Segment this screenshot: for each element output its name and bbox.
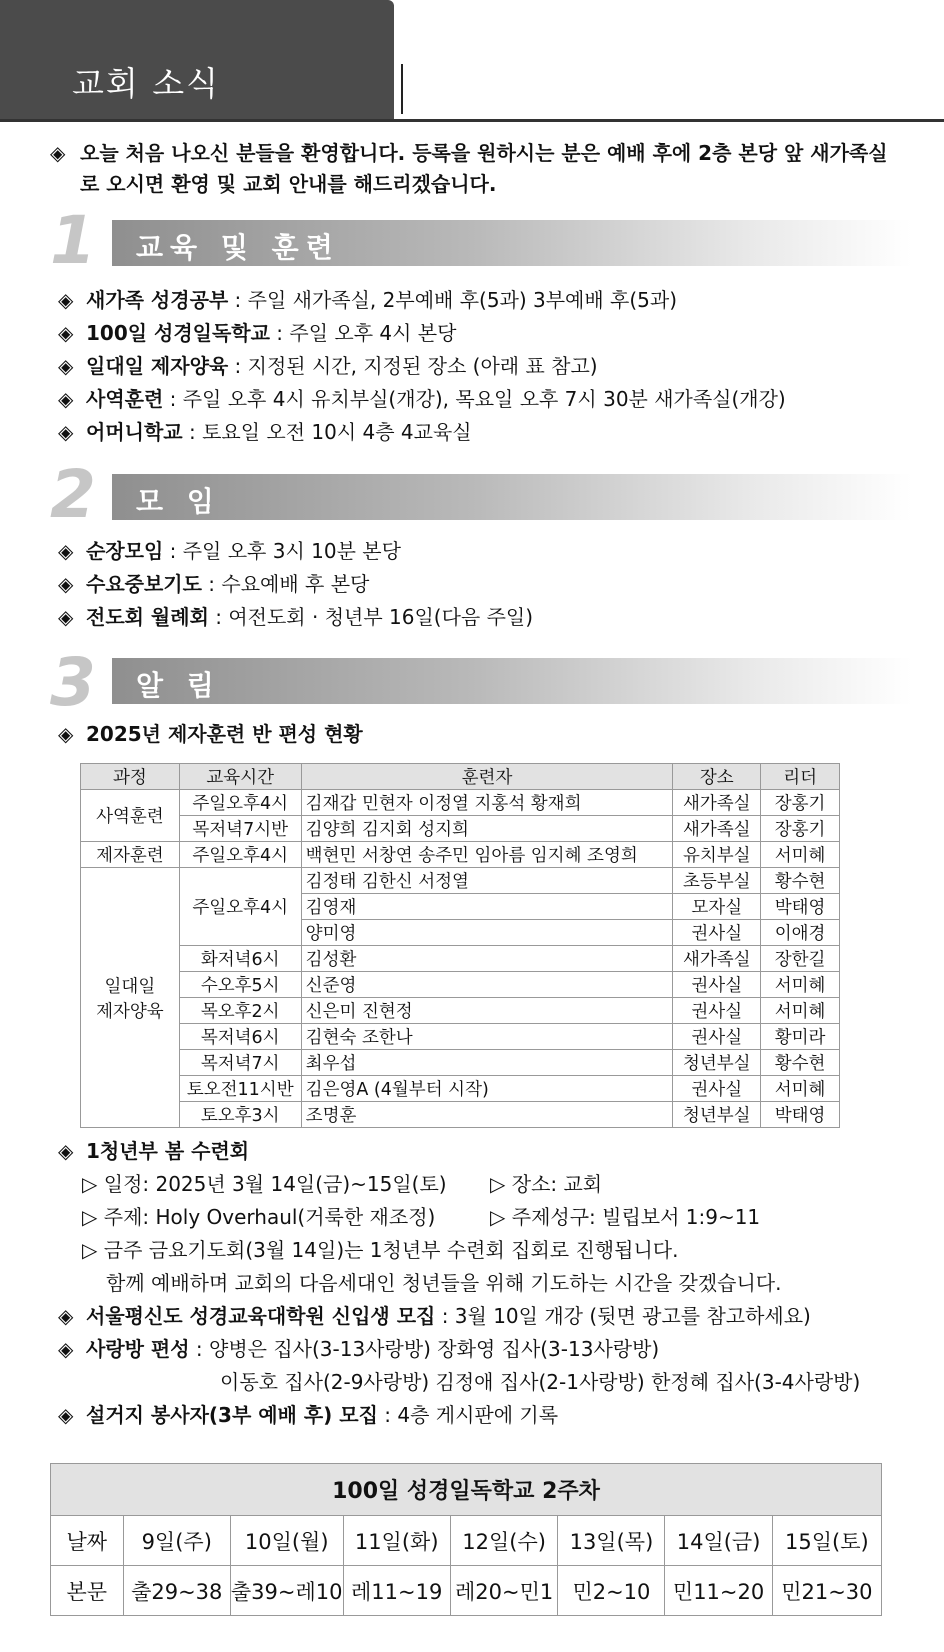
table-row — [81, 842, 840, 868]
trainees-cell: 최우섭 — [301, 1050, 673, 1076]
passage-cell: 민2~10 — [558, 1566, 665, 1616]
retreat-verse — [490, 1203, 760, 1231]
item-text: : 주일 오후 4시 본당 — [269, 321, 457, 345]
retreat-prayer: 함께 예배하며 교회의 다음세대인 청년들을 위해 기도하는 시간을 갖겠습니다. — [106, 1271, 782, 1295]
leader-cell: 박태영 — [761, 1102, 840, 1128]
item-text: : 토요일 오전 10시 4층 4교육실 — [182, 420, 472, 444]
table-row — [81, 816, 840, 842]
place-cell: 청년부실 — [673, 1050, 761, 1076]
meeting-item-leaders — [58, 537, 401, 565]
header-rule — [0, 119, 944, 122]
item-text: : 여전도회 · 청년부 16일(다음 주일) — [208, 605, 534, 629]
course-cell — [81, 868, 180, 1128]
table-row — [81, 1102, 840, 1128]
bible-school-schedule — [50, 1463, 882, 1616]
leader-cell: 장한길 — [761, 946, 840, 972]
table-row — [81, 868, 840, 894]
place-cell: 권사실 — [673, 920, 761, 946]
retreat-verse-text: 주제성구: 빌립보서 1:9~11 — [511, 1205, 761, 1229]
item-text: : 주일 오후 4시 유치부실(개강), 목요일 오후 7시 30분 새가족실(개강) — [163, 387, 786, 411]
header-divider — [401, 64, 403, 114]
section-number-1: 1 — [50, 202, 96, 279]
time-cell: 토오전11시반 — [179, 1076, 301, 1102]
trainees-cell: 김양희 김지회 성지희 — [301, 816, 673, 842]
item-label: 수요중보기도 — [86, 572, 202, 596]
table-header-row — [81, 764, 840, 790]
item-text: : 주일 새가족실, 2부예배 후(5과) 3부예배 후(5과) — [228, 288, 678, 312]
section-number-3: 3 — [50, 644, 96, 721]
table-row — [81, 1050, 840, 1076]
section-header-meetings — [112, 474, 912, 520]
schedule-title-row — [51, 1464, 882, 1516]
table-row — [81, 998, 840, 1024]
column-header: 리더 — [761, 764, 840, 790]
trainees-cell: 양미영 — [301, 920, 673, 946]
trainees-cell: 백현민 서창연 송주민 임아름 임지혜 조영희 — [301, 842, 673, 868]
bullet-icon: ◈ — [58, 354, 74, 378]
bullet-icon: ◈ — [58, 605, 74, 629]
place-cell: 권사실 — [673, 1076, 761, 1102]
retreat-place — [490, 1170, 602, 1198]
schedule-date-row — [51, 1516, 882, 1566]
course-label: 일대일 — [104, 976, 156, 997]
schedule-passage-row — [51, 1566, 882, 1616]
date-cell: 11일(화) — [343, 1516, 450, 1566]
retreat-date-text: 일정: 2025년 3월 14일(금)~15일(토) — [103, 1172, 447, 1196]
bullet-icon: ◈ — [58, 387, 74, 411]
bullet-icon: ◈ — [58, 1403, 74, 1427]
bullet-icon: ◈ — [58, 420, 74, 444]
trainees-cell: 신준영 — [301, 972, 673, 998]
item-label: 사랑방 편성 — [86, 1337, 190, 1361]
education-item-newfamily — [58, 286, 677, 314]
retreat-theme — [82, 1203, 435, 1231]
passage-cell: 민11~20 — [665, 1566, 772, 1616]
time-cell: 화저녁6시 — [179, 946, 301, 972]
bullet-icon: ◈ — [58, 288, 74, 312]
place-cell: 권사실 — [673, 998, 761, 1024]
date-cell: 9일(주) — [123, 1516, 230, 1566]
welcome-line-2: 로 오시면 환영 및 교회 안내를 해드리겠습니다. — [80, 172, 497, 196]
time-cell: 목저녁7시 — [179, 1050, 301, 1076]
welcome-line-1: 오늘 처음 나오신 분들을 환영합니다. 등록을 원하시는 분은 예배 후에 2층 본당 앞 새가족실 — [80, 141, 888, 165]
section-header-notices — [112, 658, 912, 704]
page-title: 교회 소식 — [72, 64, 221, 103]
column-header: 교육시간 — [179, 764, 301, 790]
trainees-cell: 김성환 — [301, 946, 673, 972]
row-label: 날짜 — [51, 1516, 124, 1566]
retreat-date — [82, 1170, 447, 1198]
item-label: 100일 성경일독학교 — [86, 321, 270, 345]
bullet-icon: ◈ — [58, 722, 74, 746]
welcome-notice — [50, 138, 910, 200]
trainees-cell: 신은미 진현정 — [301, 998, 673, 1024]
time-cell: 주일오후4시 — [179, 868, 301, 946]
time-cell: 수오후5시 — [179, 972, 301, 998]
place-cell: 유치부실 — [673, 842, 761, 868]
trainees-cell: 김정태 김한신 서정열 — [301, 868, 673, 894]
table-row — [81, 946, 840, 972]
date-cell: 14일(금) — [665, 1516, 772, 1566]
item-label: 일대일 제자양육 — [86, 354, 229, 378]
table-row — [81, 790, 840, 816]
retreat-theme-text: 주제: Holy Overhaul(거룩한 재조정) — [103, 1205, 436, 1229]
section-title-education: 교육 및 훈련 — [136, 231, 340, 264]
leader-cell: 황수현 — [761, 1050, 840, 1076]
item-label: 전도회 월례회 — [86, 605, 209, 629]
leader-cell: 장홍기 — [761, 816, 840, 842]
leader-cell: 서미혜 — [761, 842, 840, 868]
section-number-2: 2 — [50, 456, 96, 533]
place-cell: 새가족실 — [673, 790, 761, 816]
meeting-item-intercession — [58, 570, 369, 598]
education-item-one-on-one — [58, 352, 598, 380]
place-cell: 새가족실 — [673, 946, 761, 972]
arrow-icon: ▷ — [82, 1172, 98, 1196]
place-cell: 모자실 — [673, 894, 761, 920]
course-label: 제자양육 — [96, 1001, 164, 1022]
passage-cell: 레11~19 — [343, 1566, 450, 1616]
leader-cell: 장홍기 — [761, 790, 840, 816]
time-cell: 목저녁7시반 — [179, 816, 301, 842]
arrow-icon: ▷ — [82, 1205, 98, 1229]
training-table — [80, 763, 840, 1128]
place-cell: 새가족실 — [673, 816, 761, 842]
education-item-ministry — [58, 385, 786, 413]
bullet-icon: ◈ — [50, 141, 66, 165]
time-cell: 주일오후4시 — [179, 790, 301, 816]
retreat-friday-text: 금주 금요기도회(3월 14일)는 1청년부 수련회 집회로 진행됩니다. — [103, 1238, 679, 1262]
leader-cell: 서미혜 — [761, 998, 840, 1024]
time-cell: 주일오후4시 — [179, 842, 301, 868]
trainees-cell: 김은영A (4월부터 시작) — [301, 1076, 673, 1102]
course-cell: 사역훈련 — [81, 790, 180, 842]
bullet-icon: ◈ — [58, 1337, 74, 1361]
trainees-cell: 김영재 — [301, 894, 673, 920]
item-label: 설거지 봉사자(3부 예배 후) 모집 — [86, 1403, 378, 1427]
leader-cell: 박태영 — [761, 894, 840, 920]
item-label: 새가족 성경공부 — [86, 288, 229, 312]
trainees-cell: 김재갑 민현자 이정열 지홍석 황재희 — [301, 790, 673, 816]
item-label: 1청년부 봄 수련회 — [86, 1139, 250, 1163]
section-title-meetings: 모 임 — [136, 485, 221, 518]
bullet-icon: ◈ — [58, 1304, 74, 1328]
arrow-icon: ▷ — [82, 1238, 98, 1262]
item-text: : 양병은 집사(3-13사랑방) 장화영 집사(3-13사랑방) — [189, 1337, 660, 1361]
item-text: : 주일 오후 3시 10분 본당 — [163, 539, 401, 563]
table-row — [81, 1076, 840, 1102]
item-text: : 수요예배 후 본당 — [201, 572, 370, 596]
table-row — [81, 972, 840, 998]
arrow-icon: ▷ — [490, 1172, 506, 1196]
time-cell: 목오후2시 — [179, 998, 301, 1024]
place-cell: 권사실 — [673, 1024, 761, 1050]
bullet-icon: ◈ — [58, 539, 74, 563]
arrow-icon: ▷ — [490, 1205, 506, 1229]
table-row — [81, 1024, 840, 1050]
item-label: 2025년 제자훈련 반 편성 현황 — [86, 722, 363, 746]
time-cell: 목저녁6시 — [179, 1024, 301, 1050]
trainees-cell: 조명훈 — [301, 1102, 673, 1128]
date-cell: 15일(토) — [772, 1516, 881, 1566]
item-label: 서울평신도 성경교육대학원 신입생 모집 — [86, 1304, 436, 1328]
place-cell: 청년부실 — [673, 1102, 761, 1128]
schedule-title: 100일 성경일독학교 2주차 — [51, 1464, 882, 1516]
date-cell: 10일(월) — [230, 1516, 343, 1566]
training-heading — [58, 720, 363, 748]
seminary-notice — [58, 1302, 811, 1330]
leader-cell: 황미라 — [761, 1024, 840, 1050]
section-header-education — [112, 220, 912, 266]
retreat-heading — [58, 1137, 249, 1165]
leader-cell: 서미혜 — [761, 972, 840, 998]
item-text: : 3월 10일 개강 (뒷면 광고를 참고하세요) — [435, 1304, 811, 1328]
retreat-place-text: 장소: 교회 — [511, 1172, 603, 1196]
date-cell: 13일(목) — [558, 1516, 665, 1566]
trainees-cell: 김현숙 조한나 — [301, 1024, 673, 1050]
passage-cell: 출39~레10 — [230, 1566, 343, 1616]
time-cell: 토오후3시 — [179, 1102, 301, 1128]
course-cell: 제자훈련 — [81, 842, 180, 868]
item-text: : 4층 게시판에 기록 — [377, 1403, 559, 1427]
item-label: 사역훈련 — [86, 387, 164, 411]
passage-cell: 출29~38 — [123, 1566, 230, 1616]
meeting-item-monthly — [58, 603, 533, 631]
education-item-mothers-school — [58, 418, 472, 446]
column-header: 장소 — [673, 764, 761, 790]
leader-cell: 서미혜 — [761, 1076, 840, 1102]
sarangbang-notice — [58, 1335, 659, 1363]
row-label: 본문 — [51, 1566, 124, 1616]
column-header: 훈련자 — [301, 764, 673, 790]
bullet-icon: ◈ — [58, 1139, 74, 1163]
place-cell: 권사실 — [673, 972, 761, 998]
item-label: 어머니학교 — [86, 420, 183, 444]
item-text: : 지정된 시간, 지정된 장소 (아래 표 참고) — [228, 354, 598, 378]
sarangbang-line-2: 이동호 집사(2-9사랑방) 김정애 집사(2-1사랑방) 한정혜 집사(3-4사랑방) — [220, 1370, 861, 1394]
bullet-icon: ◈ — [58, 572, 74, 596]
bullet-icon: ◈ — [58, 321, 74, 345]
leader-cell: 이애경 — [761, 920, 840, 946]
passage-cell: 레20~민1 — [450, 1566, 558, 1616]
passage-cell: 민21~30 — [772, 1566, 881, 1616]
section-title-notices: 알 림 — [136, 669, 221, 702]
retreat-friday — [82, 1236, 678, 1264]
dishwashing-notice — [58, 1401, 558, 1429]
column-header: 과정 — [81, 764, 180, 790]
education-item-bible-school — [58, 319, 456, 347]
place-cell: 초등부실 — [673, 868, 761, 894]
leader-cell: 황수현 — [761, 868, 840, 894]
date-cell: 12일(수) — [450, 1516, 558, 1566]
item-label: 순장모임 — [86, 539, 164, 563]
